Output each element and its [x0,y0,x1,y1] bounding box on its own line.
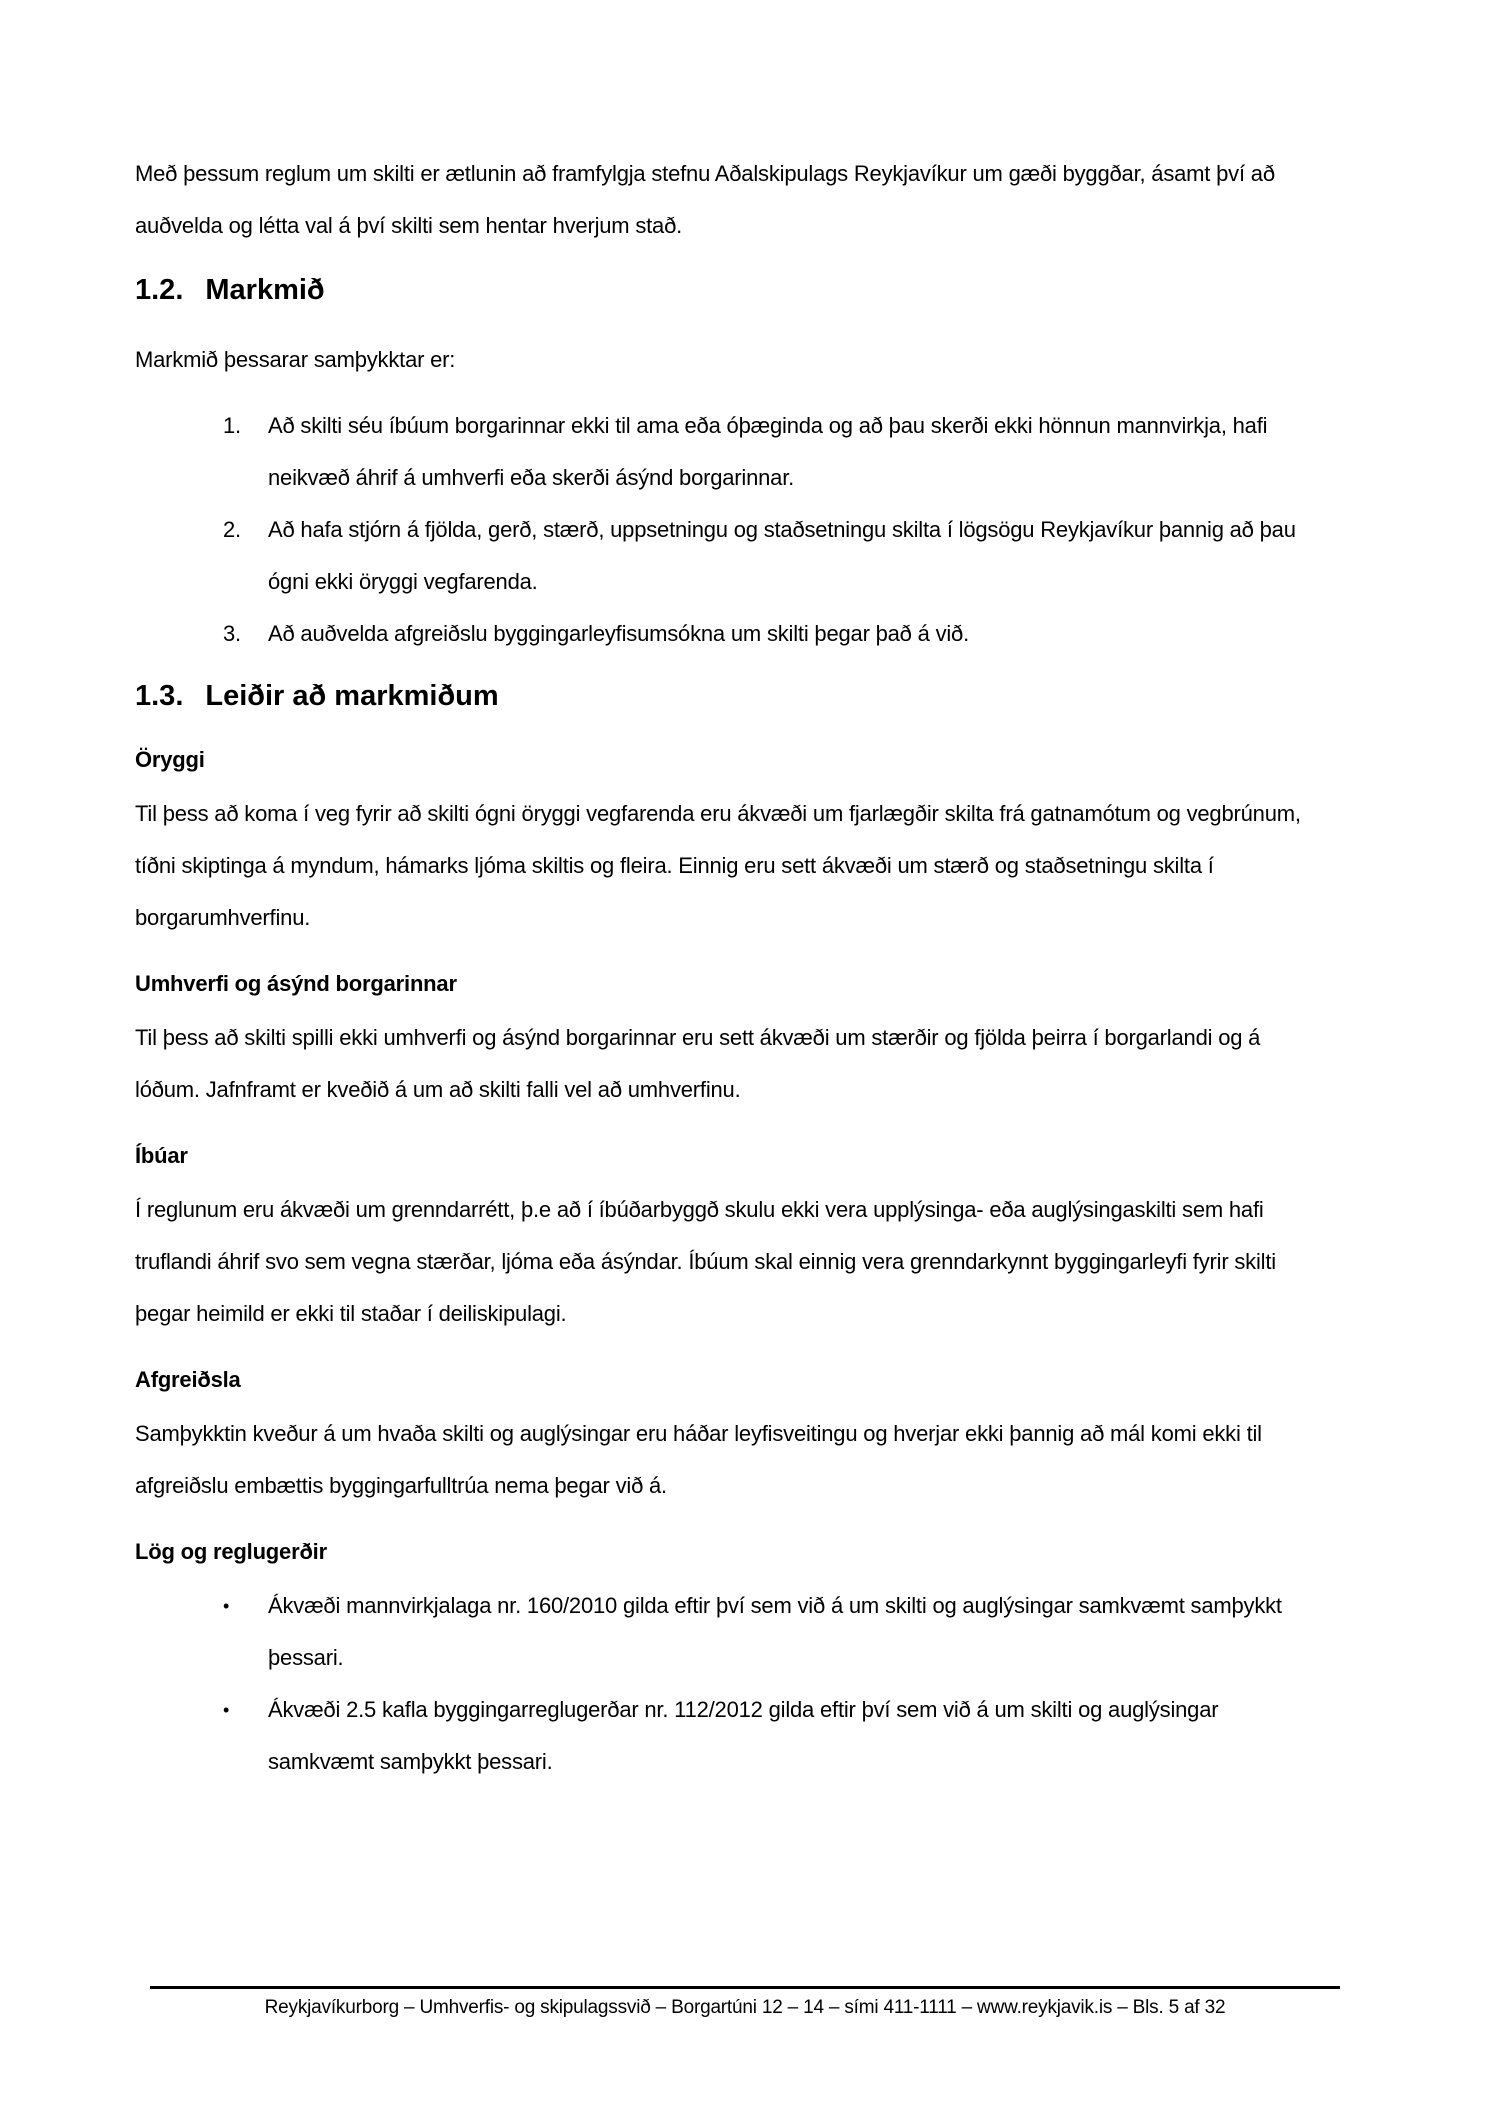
list-item-text: Að auðvelda afgreiðslu byggingarleyfisumsókna um skilti þegar það á við. [268,621,970,646]
markmid-lead-paragraph: Markmið þessarar samþykktar er: [135,347,456,372]
list-item [135,400,1310,504]
document-content [135,148,1310,1802]
section-heading-1-3 [135,678,1310,714]
list-item-number: 2. [223,517,241,542]
regulations-list [135,1580,1310,1788]
bullet-icon: • [223,1700,230,1720]
bullet-icon: • [223,1596,230,1616]
list-item [135,1684,1310,1788]
list-item-text: Ákvæði 2.5 kafla byggingarreglugerðar nr. 112/2012 gilda eftir því sem við á um skilti og auglýsingar samkvæmt samþykkt þessari. [268,1697,1219,1774]
page-footer: Reykjavíkurborg – Umhverfis- og skipulagssvið – Borgartúni 12 – 14 – sími 411-1111 – www.reykjavik.is – Bls. 5 af 32 [150,1986,1340,2020]
section-number: 1.2. [135,274,184,306]
oryggi-paragraph: Til þess að koma í veg fyrir að skilti ógni öryggi vegfarenda eru ákvæði um fjarlægðir skilta frá gatnamótum og vegbrúnum, tíðni skiptinga á myndum, hámarks ljóma skiltis og fleira. Einnig eru sett ákvæði um stærð og staðsetningu skilta í borgarumhverfinu. [135,801,1301,930]
afgreidsla-paragraph: Samþykktin kveður á um hvaða skilti og auglýsingar eru háðar leyfisveitingu og hverjar ekki þannig að mál komi ekki til afgreiðslu embættis byggingarfulltrúa nema þegar við á. [135,1421,1262,1498]
list-item-text: Ákvæði mannvirkjalaga nr. 160/2010 gilda eftir því sem við á um skilti og auglýsingar samkvæmt samþykkt þessari. [268,1593,1282,1670]
section-title: Leiðir að markmiðum [205,680,499,712]
ibuar-paragraph: Í reglunum eru ákvæði um grenndarrétt, þ.e að í íbúðarbyggð skulu ekki vera upplýsinga- eða auglýsingaskilti sem hafi truflandi áhrif svo sem vegna stærðar, ljóma eða ásýndar. Íbúum skal einnig vera grenndarkynnt byggingarleyfi fyrir skilti þegar heimild er ekki til staðar í deiliskipulagi. [135,1197,1276,1326]
sub-heading-oryggi: Öryggi [135,747,205,772]
list-item [135,1580,1310,1684]
sub-heading-log-og-reglugerdir: Lög og reglugerðir [135,1539,327,1564]
list-item-number: 3. [223,621,241,646]
list-item [135,504,1310,608]
sub-heading-afgreidsla: Afgreiðsla [135,1367,241,1392]
list-item [135,608,1310,660]
list-item-number: 1. [223,413,241,438]
intro-paragraph: Með þessum reglum um skilti er ætlunin að framfylgja stefnu Aðalskipulags Reykjavíkur um gæði byggðar, ásamt því að auðvelda og létta val á því skilti sem hentar hverjum stað. [135,161,1275,238]
sub-heading-ibuar: Íbúar [135,1143,188,1168]
sub-heading-umhverfi: Umhverfi og ásýnd borgarinnar [135,971,457,996]
list-item-text: Að skilti séu íbúum borgarinnar ekki til ama eða óþæginda og að þau skerði ekki hönnun mannvirkja, hafi neikvæð áhrif á umhverfi eða skerði ásýnd borgarinnar. [268,413,1268,490]
section-number: 1.3. [135,680,184,712]
goals-list [135,400,1310,660]
umhverfi-paragraph: Til þess að skilti spilli ekki umhverfi og ásýnd borgarinnar eru sett ákvæði um stærðir og fjölda þeirra í borgarlandi og á lóðum. Jafnframt er kveðið á um að skilti falli vel að umhverfinu. [135,1025,1261,1102]
section-title: Markmið [205,274,325,306]
list-item-text: Að hafa stjórn á fjölda, gerð, stærð, uppsetningu og staðsetningu skilta í lögsögu Reykjavíkur þannig að þau ógni ekki öryggi vegfarenda. [268,517,1296,594]
section-heading-1-2 [135,272,1310,308]
